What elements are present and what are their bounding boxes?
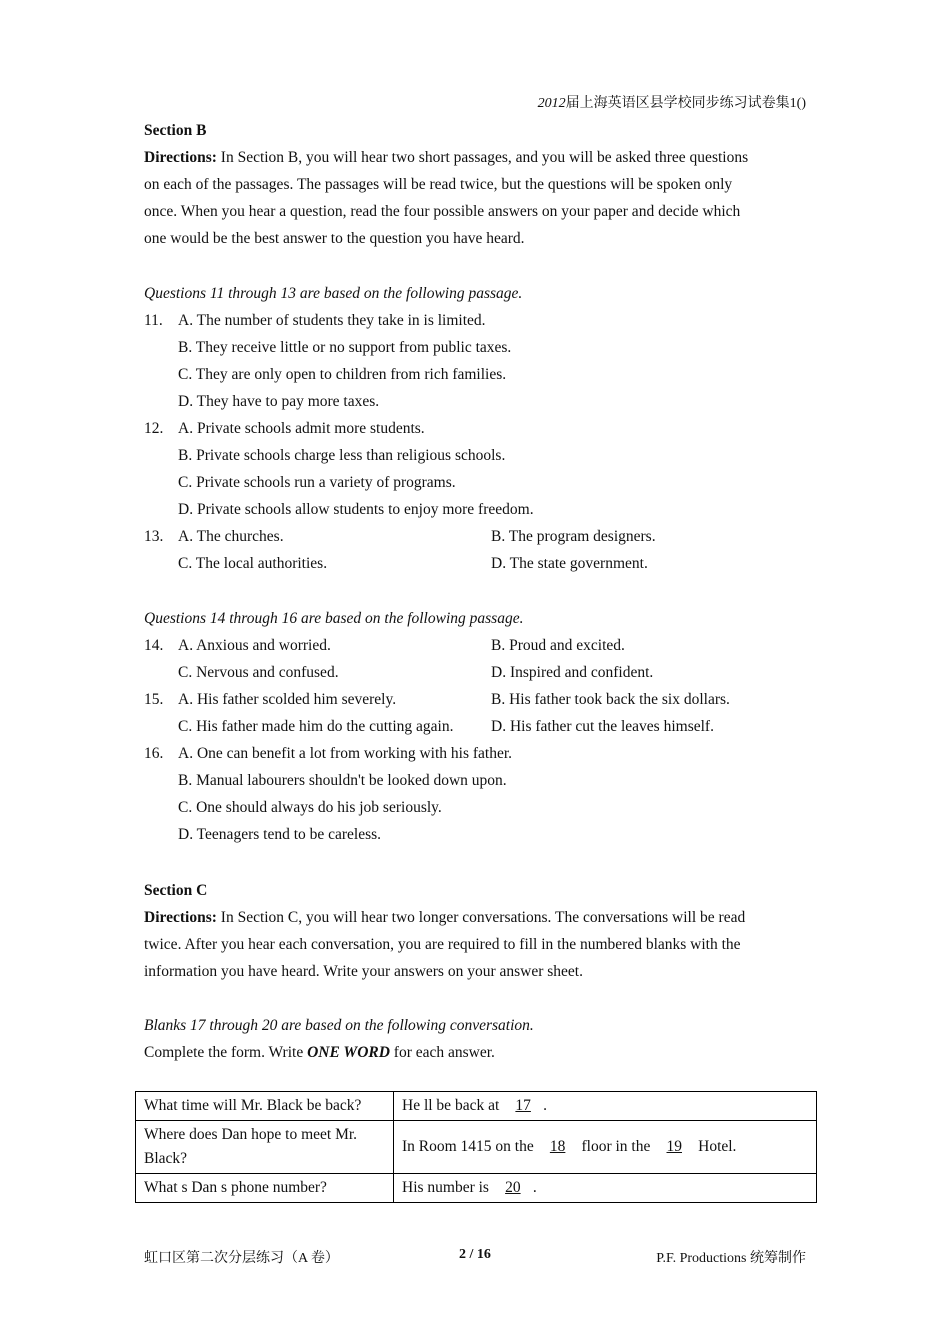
option-b: B. Private schools charge less than religious schools.: [178, 447, 506, 464]
footer-right: P.F. Productions 统筹制作: [656, 1251, 806, 1266]
question-number: 16.: [144, 745, 164, 762]
answer-form-table: [135, 1091, 817, 1203]
table-row: [136, 1121, 817, 1174]
blank-19: 19: [666, 1138, 682, 1155]
option-b: B. His father took back the six dollars.: [491, 691, 730, 708]
section-b-directions-line-2: on each of the passages. The passages will be read twice, but the questions will be spoken only: [144, 176, 733, 193]
option-c: C. One should always do his job seriously.: [178, 799, 442, 816]
option-b: B. The program designers.: [491, 528, 656, 545]
option-c: C. Nervous and confused.: [178, 664, 339, 681]
option-a: A. One can benefit a lot from working with his father.: [178, 745, 513, 762]
complete-form-instruction: Complete the form. Write ONE WORD for each answer.: [144, 1044, 495, 1061]
option-a: A. Anxious and worried.: [178, 637, 331, 654]
option-c: C. The local authorities.: [178, 555, 328, 572]
section-c-title: Section C: [144, 882, 208, 899]
form-question-cell: Where does Dan hope to meet Mr. Black?: [136, 1121, 394, 1174]
option-d: D. Teenagers tend to be careless.: [178, 826, 382, 843]
option-d: D. His father cut the leaves himself.: [491, 718, 714, 735]
blank-17: 17: [515, 1097, 531, 1114]
section-b-directions-line-4: one would be the best answer to the question you have heard.: [144, 230, 525, 247]
form-answer-cell: He ll be back at 17 .: [394, 1092, 817, 1121]
table-row: [136, 1174, 817, 1203]
blank-18: 18: [549, 1138, 566, 1155]
page-number: 2 / 16: [459, 1247, 491, 1262]
section-b-directions-line-1: Directions: In Section B, you will hear two short passages, and you will be asked three questions: [144, 149, 749, 166]
option-d: D. They have to pay more taxes.: [178, 393, 380, 410]
page-header: [0, 92, 806, 112]
option-a: A. His father scolded him severely.: [178, 691, 397, 708]
question-number: 12.: [144, 420, 164, 437]
directions-label: Directions:: [144, 909, 217, 926]
table-row: [136, 1092, 817, 1121]
form-question-cell: What time will Mr. Black be back?: [136, 1092, 394, 1121]
section-c-directions-line-1: Directions: In Section C, you will hear two longer conversations. The conversations will be read: [144, 909, 746, 926]
option-b: B. Manual labourers shouldn't be looked down upon.: [178, 772, 507, 789]
question-number: 11.: [144, 312, 163, 329]
option-d: D. Private schools allow students to enjoy more freedom.: [178, 501, 534, 518]
blank-20: 20: [505, 1179, 521, 1196]
form-question-cell: What s Dan s phone number?: [136, 1174, 394, 1203]
option-c: C. Private schools run a variety of programs.: [178, 474, 456, 491]
directions-label: Directions:: [144, 149, 217, 166]
form-answer-cell: In Room 1415 on the 18 floor in the 19 Hotel.: [394, 1121, 817, 1174]
section-c-directions-line-2: twice. After you hear each conversation, you are required to fill in the numbered blanks with the: [144, 936, 741, 953]
option-a: A. Private schools admit more students.: [178, 420, 425, 437]
section-c-directions-line-3: information you have heard. Write your answers on your answer sheet.: [144, 963, 583, 980]
passage-2-note: Questions 14 through 16 are based on the following passage.: [144, 610, 524, 627]
question-number: 15.: [144, 691, 164, 708]
option-c: C. They are only open to children from rich families.: [178, 366, 507, 383]
form-answer-cell: His number is 20 .: [394, 1174, 817, 1203]
one-word-emphasis: ONE WORD: [307, 1044, 390, 1061]
section-b-directions-line-3: once. When you hear a question, read the four possible answers on your paper and decide which: [144, 203, 741, 220]
header-year: 2012: [537, 96, 566, 111]
section-b-title: Section B: [144, 122, 207, 139]
option-a: A. The number of students they take in is limited.: [178, 312, 486, 329]
option-d: D. The state government.: [491, 555, 648, 572]
passage-1-note: Questions 11 through 13 are based on the following passage.: [144, 285, 523, 302]
question-number: 14.: [144, 637, 164, 654]
option-c: C. His father made him do the cutting again.: [178, 718, 454, 735]
blanks-note: Blanks 17 through 20 are based on the following conversation.: [144, 1017, 534, 1034]
question-number: 13.: [144, 528, 164, 545]
footer-left: 虹口区第二次分层练习（A 卷）: [144, 1251, 339, 1266]
option-b: B. They receive little or no support from public taxes.: [178, 339, 512, 356]
option-b: B. Proud and excited.: [491, 637, 625, 654]
option-a: A. The churches.: [178, 528, 284, 545]
option-d: D. Inspired and confident.: [491, 664, 654, 681]
header-title: 届上海英语区县学校同步练习试卷集1(): [565, 96, 806, 111]
